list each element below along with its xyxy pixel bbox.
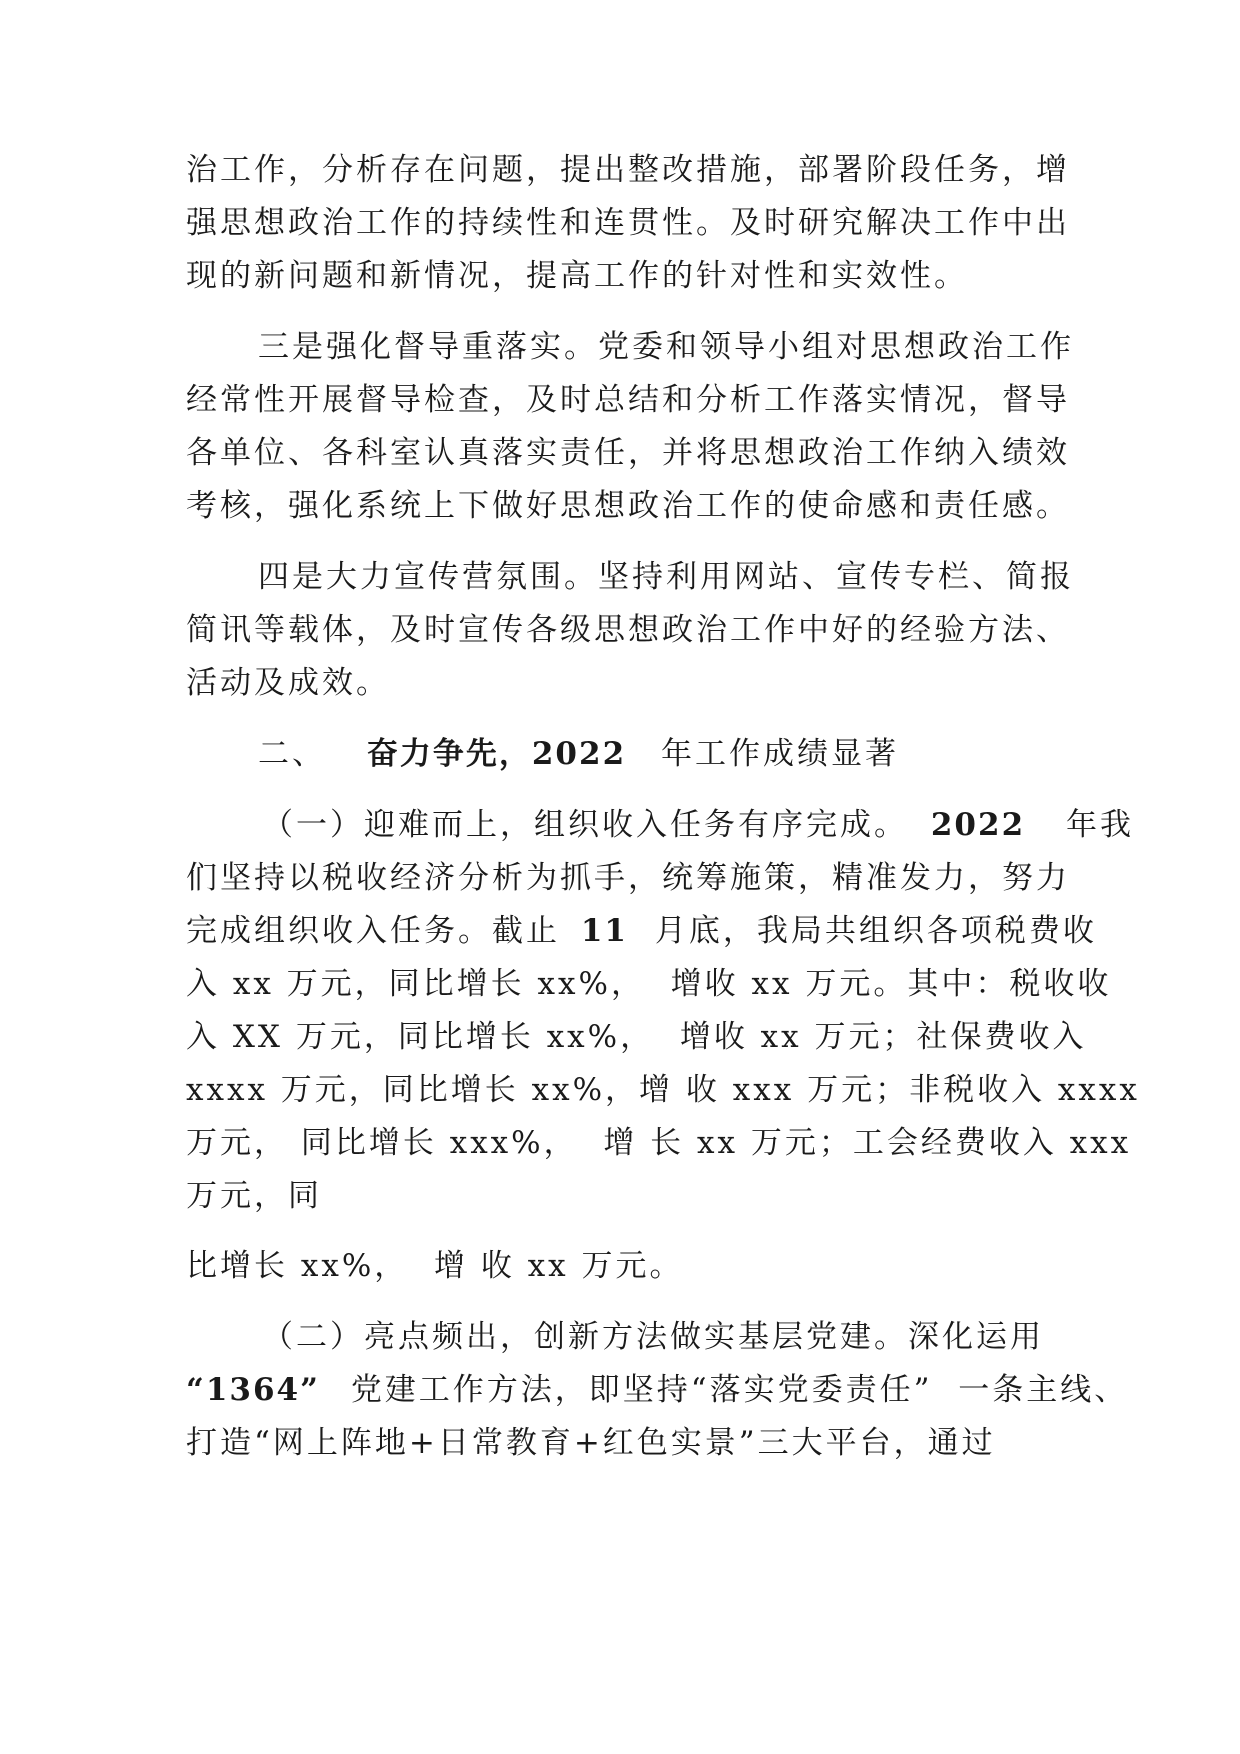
text-line: 强思想政治工作的持续性和连贯性。及时研究解决工作中出: [186, 205, 1070, 241]
text-line: 万元，同: [186, 1178, 322, 1214]
paragraph-year: 2022: [930, 807, 1026, 843]
text-line: 比增长 xx%， 增 收 xx 万元。: [186, 1248, 684, 1284]
text-line: 现的新问题和新情况，提高工作的针对性和实效性。: [186, 258, 968, 294]
paragraph-line: [186, 911, 1097, 951]
text-line: 入 XX 万元，同比增长 xx%， 增收 xx 万元；社保费收入: [186, 1019, 1087, 1055]
paragraph-number: 11: [580, 913, 628, 949]
text-line: 各单位、各科室认真落实责任，并将思想政治工作纳入绩效: [186, 435, 1070, 471]
paragraph-lead: （一）迎难而上，组织收入任务有序完成。: [262, 807, 908, 843]
paragraph-text: 党建工作方法，即坚持“落实党委责任” 一条主线、: [350, 1372, 1129, 1408]
paragraph-line: [186, 1370, 1129, 1410]
text-line: 治工作，分析存在问题，提出整改措施，部署阶段任务，增: [186, 152, 1070, 188]
text-line: 考核，强化系统上下做好思想政治工作的使命感和责任感。: [186, 488, 1070, 524]
text-line: 入 xx 万元，同比增长 xx%， 增收 xx 万元。其中：税收收: [186, 966, 1112, 1002]
text-line: 们坚持以税收经济分析为抓手，统筹施策，精准发力，努力: [186, 860, 1070, 896]
paragraph-text: 年我: [1066, 807, 1134, 843]
text-line: 活动及成效。: [186, 665, 390, 701]
text-line: 万元， 同比增长 xxx%， 增 长 xx 万元；工会经费收入 xxx: [186, 1125, 1132, 1161]
text-line: 三是强化督导重落实。党委和领导小组对思想政治工作: [258, 329, 1074, 365]
quote-bold: “1364”: [186, 1372, 320, 1408]
paragraph-text: 完成组织收入任务。截止: [186, 913, 560, 949]
section-number: 二、: [258, 736, 326, 772]
paragraph-line: [262, 805, 1162, 845]
text-line: 四是大力宣传营氛围。坚持利用网站、宣传专栏、简报: [258, 559, 1074, 595]
paragraph-text: 月底，我局共组织各项税费收: [654, 913, 1097, 949]
text-line: 打造“网上阵地+日常教育+红色实景”三大平台，通过: [186, 1425, 996, 1461]
text-line: 经常性开展督导检查，及时总结和分析工作落实情况，督导: [186, 382, 1070, 418]
section-heading-bold: 奋力争先，2022: [366, 736, 627, 772]
text-line: （二）亮点频出，创新方法做实基层党建。深化运用: [262, 1319, 1044, 1355]
section-heading: [258, 734, 1158, 774]
text-line: xxxx 万元，同比增长 xx%，增 收 xxx 万元；非税收入 xxxx: [186, 1072, 1140, 1108]
section-heading-rest: 年工作成绩显著: [661, 736, 899, 772]
text-line: 简讯等载体，及时宣传各级思想政治工作中好的经验方法、: [186, 612, 1070, 648]
